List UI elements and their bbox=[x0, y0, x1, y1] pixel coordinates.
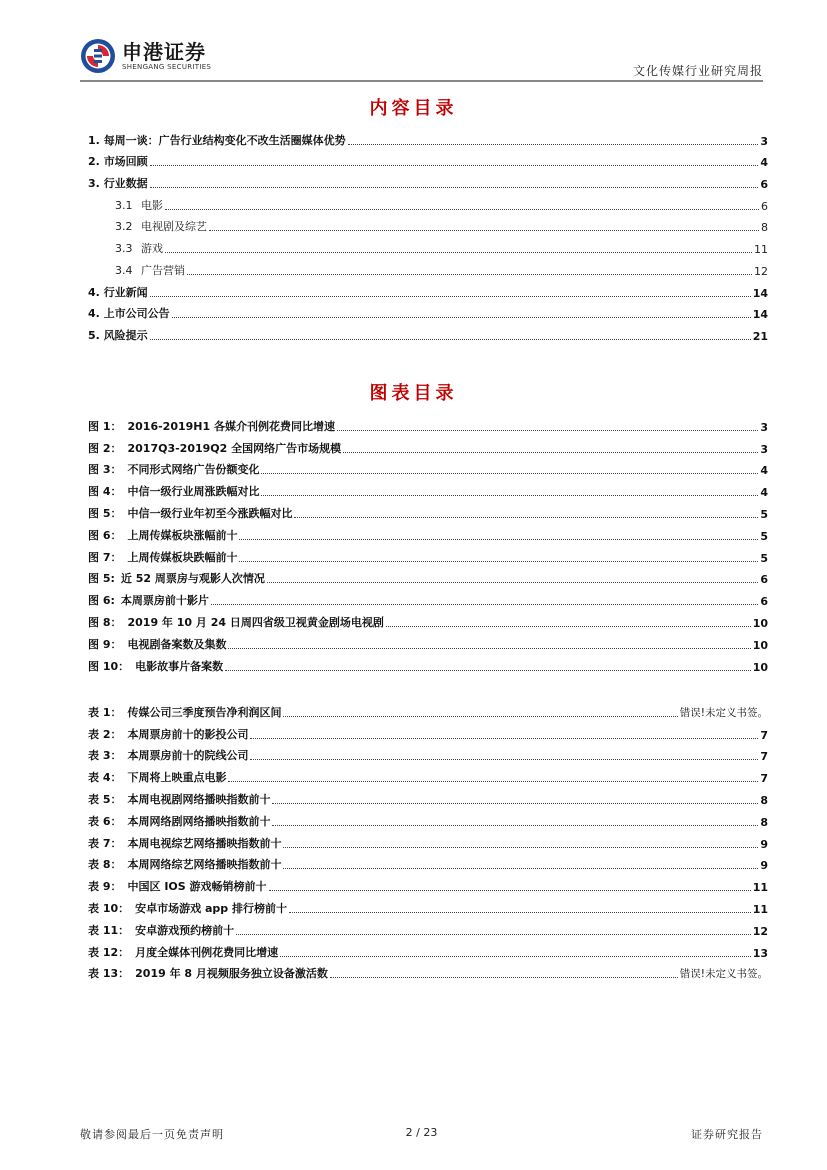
header-divider bbox=[80, 80, 763, 82]
shengang-logo-icon bbox=[80, 38, 116, 74]
toc-subentry[interactable]: 3.2 电视剧及综艺 8 bbox=[115, 220, 768, 235]
figure-page-number: 5 bbox=[760, 551, 768, 565]
table-entry[interactable]: 表 11： 安卓游戏预约榜前十 12 bbox=[88, 923, 768, 938]
table-entry[interactable]: 表 6： 本周网络剧网络播映指数前十 8 bbox=[88, 814, 768, 829]
table-page-number: 8 bbox=[760, 815, 768, 829]
figure-page-number: 4 bbox=[760, 486, 768, 500]
figure-entry[interactable]: 图 5: 近 52 周票房与观影人次情况 6 bbox=[88, 572, 768, 587]
figures-list bbox=[88, 412, 768, 674]
toc-subentry[interactable]: 3.4 广告营销 12 bbox=[115, 263, 768, 278]
toc-page-number: 8 bbox=[761, 221, 768, 235]
page-footer bbox=[80, 1126, 763, 1142]
table-entry[interactable]: 表 1： 传媒公司三季度预告净利润区间 错误!未定义书签。 bbox=[88, 705, 768, 719]
figure-entry[interactable]: 图 3： 不同形式网络广告份额变化 4 bbox=[88, 463, 768, 478]
table-entry[interactable]: 表 2： 本周票房前十的影投公司 7 bbox=[88, 727, 768, 742]
toc-entry[interactable]: 4. 上市公司公告 14 bbox=[88, 307, 768, 322]
table-entry[interactable]: 表 13： 2019 年 8 月视频服务独立设备激活数 错误!未定义书签。 bbox=[88, 967, 768, 981]
logo-english-name: SHENGANG SECURITIES bbox=[122, 62, 212, 71]
figure-entry[interactable]: 图 8： 2019 年 10 月 24 日周四省级卫视黄金剧场电视剧 10 bbox=[88, 615, 768, 630]
bookmark-error-text: 错误!未定义书签。 bbox=[679, 706, 768, 719]
table-page-number: 11 bbox=[752, 881, 768, 895]
tables-list bbox=[88, 698, 768, 981]
toc-page-number: 21 bbox=[752, 329, 768, 343]
toc-entry[interactable]: 3. 行业数据 6 bbox=[88, 177, 768, 192]
table-page-number: 9 bbox=[760, 859, 768, 873]
figures-heading: 图表目录 bbox=[369, 383, 458, 404]
figure-page-number: 6 bbox=[760, 573, 768, 587]
figure-entry[interactable]: 图 2： 2017Q3-2019Q2 全国网络广告市场规模 3 bbox=[88, 441, 768, 456]
toc-page-number: 4 bbox=[760, 156, 768, 170]
figure-entry[interactable]: 图 6: 本周票房前十影片 6 bbox=[88, 594, 768, 609]
toc-subentry[interactable]: 3.3 游戏 11 bbox=[115, 242, 768, 257]
toc-entry[interactable]: 5. 风险提示 21 bbox=[88, 328, 768, 343]
toc-entry[interactable]: 2. 市场回顾 4 bbox=[88, 155, 768, 170]
figure-page-number: 6 bbox=[760, 595, 768, 609]
toc-page-number: 11 bbox=[754, 243, 768, 257]
figure-page-number: 3 bbox=[760, 442, 768, 456]
figure-entry[interactable]: 图 10： 电影故事片备案数 10 bbox=[88, 659, 768, 674]
table-page-number: 7 bbox=[760, 750, 768, 764]
figure-page-number: 5 bbox=[760, 507, 768, 521]
table-entry[interactable]: 表 4： 下周将上映重点电影 7 bbox=[88, 771, 768, 786]
table-entry[interactable]: 表 8： 本周网络综艺网络播映指数前十 9 bbox=[88, 858, 768, 873]
logo-chinese-name: 申港证券 bbox=[122, 39, 206, 64]
figure-entry[interactable]: 图 7： 上周传媒板块跌幅前十 5 bbox=[88, 550, 768, 565]
figure-page-number: 10 bbox=[752, 660, 768, 674]
table-entry[interactable]: 表 3： 本周票房前十的院线公司 7 bbox=[88, 749, 768, 764]
report-type: 证券研究报告 bbox=[691, 1128, 763, 1141]
toc-page-number: 14 bbox=[752, 308, 768, 322]
figure-entry[interactable]: 图 4： 中信一级行业周涨跌幅对比 4 bbox=[88, 485, 768, 500]
contents-heading: 内容目录 bbox=[369, 98, 458, 119]
contents-list bbox=[88, 126, 768, 343]
disclaimer-note: 敬请参阅最后一页免责声明 bbox=[80, 1128, 224, 1141]
figure-entry[interactable]: 图 9： 电视剧备案数及集数 10 bbox=[88, 637, 768, 652]
table-page-number: 11 bbox=[752, 902, 768, 916]
table-entry[interactable]: 表 9： 中国区 IOS 游戏畅销榜前十 11 bbox=[88, 880, 768, 895]
page-header bbox=[80, 38, 763, 83]
company-logo bbox=[80, 38, 211, 74]
bookmark-error-text: 错误!未定义书签。 bbox=[679, 968, 768, 981]
figure-entry[interactable]: 图 1： 2016-2019H1 各媒介刊例花费同比增速 3 bbox=[88, 419, 768, 434]
figure-page-number: 3 bbox=[760, 420, 768, 434]
figure-page-number: 4 bbox=[760, 464, 768, 478]
toc-page-number: 12 bbox=[754, 264, 768, 278]
toc-page-number: 14 bbox=[752, 286, 768, 300]
table-entry[interactable]: 表 10： 安卓市场游戏 app 排行榜前十 11 bbox=[88, 901, 768, 916]
figure-entry[interactable]: 图 6： 上周传媒板块涨幅前十 5 bbox=[88, 528, 768, 543]
table-page-number: 7 bbox=[760, 772, 768, 786]
toc-entry[interactable]: 1. 每周一谈：广告行业结构变化不改生活圈媒体优势 3 bbox=[88, 133, 768, 148]
page-number: 2 / 23 bbox=[405, 1126, 438, 1139]
table-page-number: 7 bbox=[760, 728, 768, 742]
table-page-number: 9 bbox=[760, 837, 768, 851]
toc-entry[interactable]: 4. 行业新闻 14 bbox=[88, 285, 768, 300]
table-page-number: 12 bbox=[752, 924, 768, 938]
table-entry[interactable]: 表 5： 本周电视剧网络播映指数前十 8 bbox=[88, 792, 768, 807]
toc-page-number: 3 bbox=[760, 134, 768, 148]
table-entry[interactable]: 表 12： 月度全媒体刊例花费同比增速 13 bbox=[88, 945, 768, 960]
report-category-title: 文化传媒行业研究周报 bbox=[632, 64, 763, 78]
toc-page-number: 6 bbox=[760, 178, 768, 192]
figure-page-number: 5 bbox=[760, 529, 768, 543]
table-page-number: 8 bbox=[760, 793, 768, 807]
table-entry[interactable]: 表 7： 本周电视综艺网络播映指数前十 9 bbox=[88, 836, 768, 851]
table-page-number: 13 bbox=[752, 946, 768, 960]
figure-page-number: 10 bbox=[752, 616, 768, 630]
figure-entry[interactable]: 图 5： 中信一级行业年初至今涨跌幅对比 5 bbox=[88, 506, 768, 521]
toc-subentry[interactable]: 3.1 电影 6 bbox=[115, 198, 768, 213]
figure-page-number: 10 bbox=[752, 638, 768, 652]
toc-page-number: 6 bbox=[761, 199, 768, 213]
